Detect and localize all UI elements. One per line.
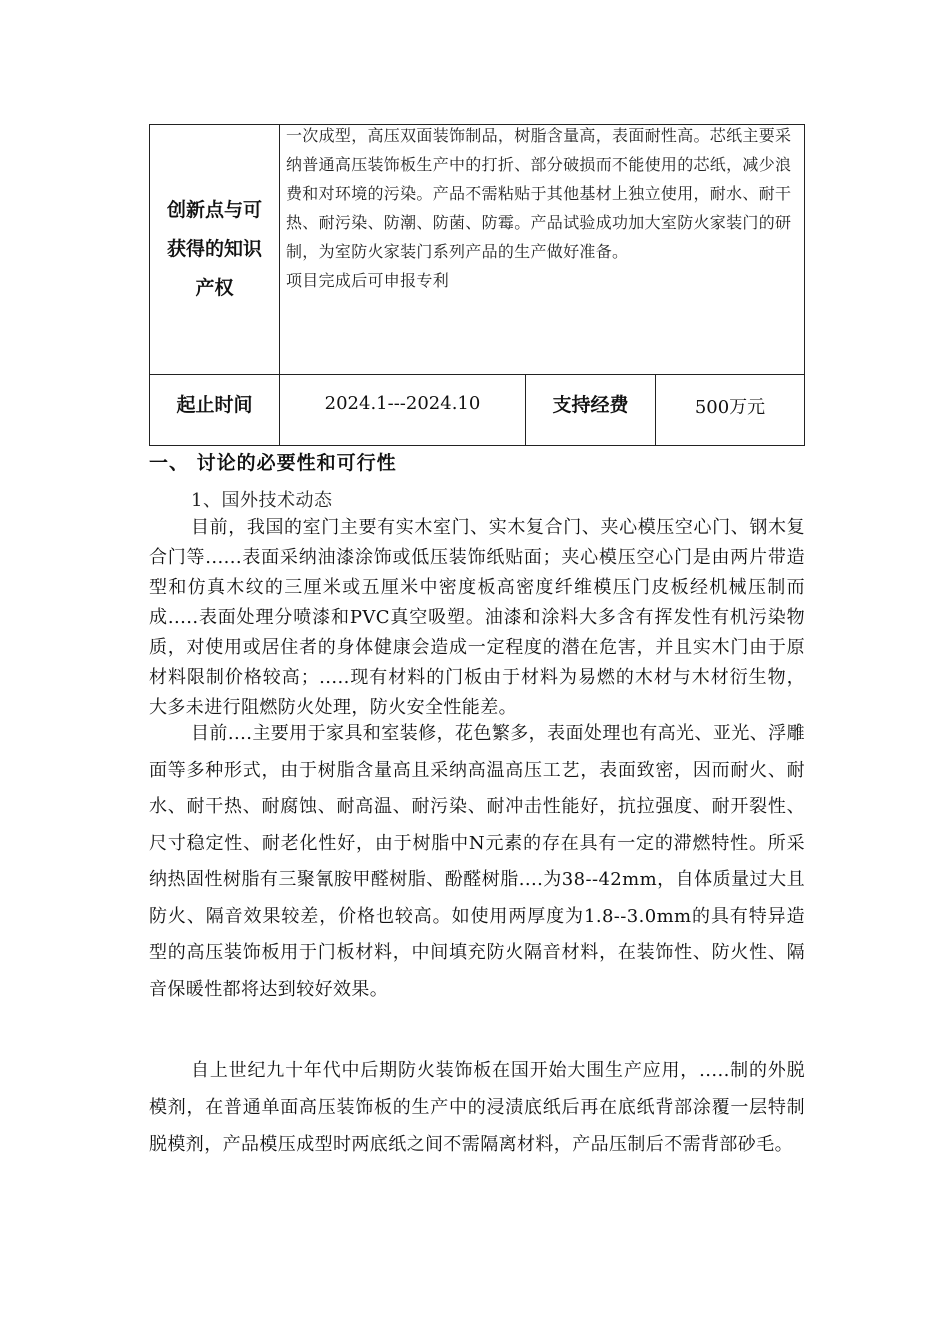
subheading: 1、国外技术动态 (191, 490, 333, 511)
innovation-label: 创新点与可 获得的知识 产权 (166, 199, 262, 299)
innovation-text (286, 121, 800, 295)
innovation-paragraph: 一次成型，高压双面装饰制品，树脂含量高，表面耐性高。芯纸主要采纳普通高压装饰板生产中的打折、部分破损而不能使用的芯纸，减少浪费和对环境的污染。产品不需粘贴于其他基材上独立使用，耐水、耐干热、耐污染、防潮、防菌、防霉。产品试验成功加大室防火家装门的研制，为室防火家装门系列产品的生产做好准备。 (286, 126, 792, 261)
period-value: 2024.1---2024.10 (324, 393, 481, 414)
paragraph: 目前....主要用于家具和室装修，花色繁多，表面处理也有高光、亚光、浮雕面等多种形式，由于树脂含量高且采纳高温高压工艺，表面致密，因而耐火、耐水、耐干热、耐腐蚀、耐高温、耐污染、耐冲击性能好，抗拉强度、耐开裂性、尺寸稳定性、耐老化性好，由于树脂中N元素的存在具有一定的滞燃特性。所采纳热固性树脂有三聚氰胺甲醛树脂、酚醛树脂....为38--42mm，自体质量过大且防火、隔音效果较差，价格也较高。如使用两厚度为1.8--3.0mm的具有特异造型的高压装饰板用于门板材料，中间填充防火隔音材料，在装饰性、防火性、隔音保暖性都将达到较好效果。 (149, 723, 805, 1000)
period-label: 起止时间 (176, 394, 253, 416)
table-divider (150, 374, 804, 375)
paragraph: 目前，我国的室门主要有实木室门、实木复合门、夹心模压空心门、钢木复合门等......表面采纳油漆涂饰或低压装饰纸贴面；夹心模压空心门是由两片带造型和仿真木纹的三厘米或五厘米中密度板高密度纤维模压门皮板经机械压制而成.....表面处理分喷漆和PVC真空吸塑。油漆和涂料大多含有挥发性有机污染物质，对使用或居住者的身体健康会造成一定程度的潜在危害，并且实木门由于原材料限制价格较高；.....现有材料的门板由于材料为易燃的木材与木材衍生物，大多未进行阻燃防火处理，防火安全性能差。 (149, 517, 805, 718)
innovation-patent-note: 项目完成后可申报专利 (286, 271, 450, 290)
project-info-table (149, 124, 805, 446)
funding-label: 支持经费 (552, 394, 629, 416)
section-heading: 一、 讨论的必要性和可行性 (149, 452, 397, 474)
paragraph: 自上世纪九十年代中后期防火装饰板在国开始大围生产应用，.....制的外脱模剂，在普通单面高压装饰板的生产中的浸渍底纸后再在底纸背部涂覆一层特制脱模剂，产品模压成型时两底纸之间不需隔离材料，产品压制后不需背部砂毛。 (149, 1060, 805, 1155)
funding-value: 500万元 (694, 397, 766, 418)
